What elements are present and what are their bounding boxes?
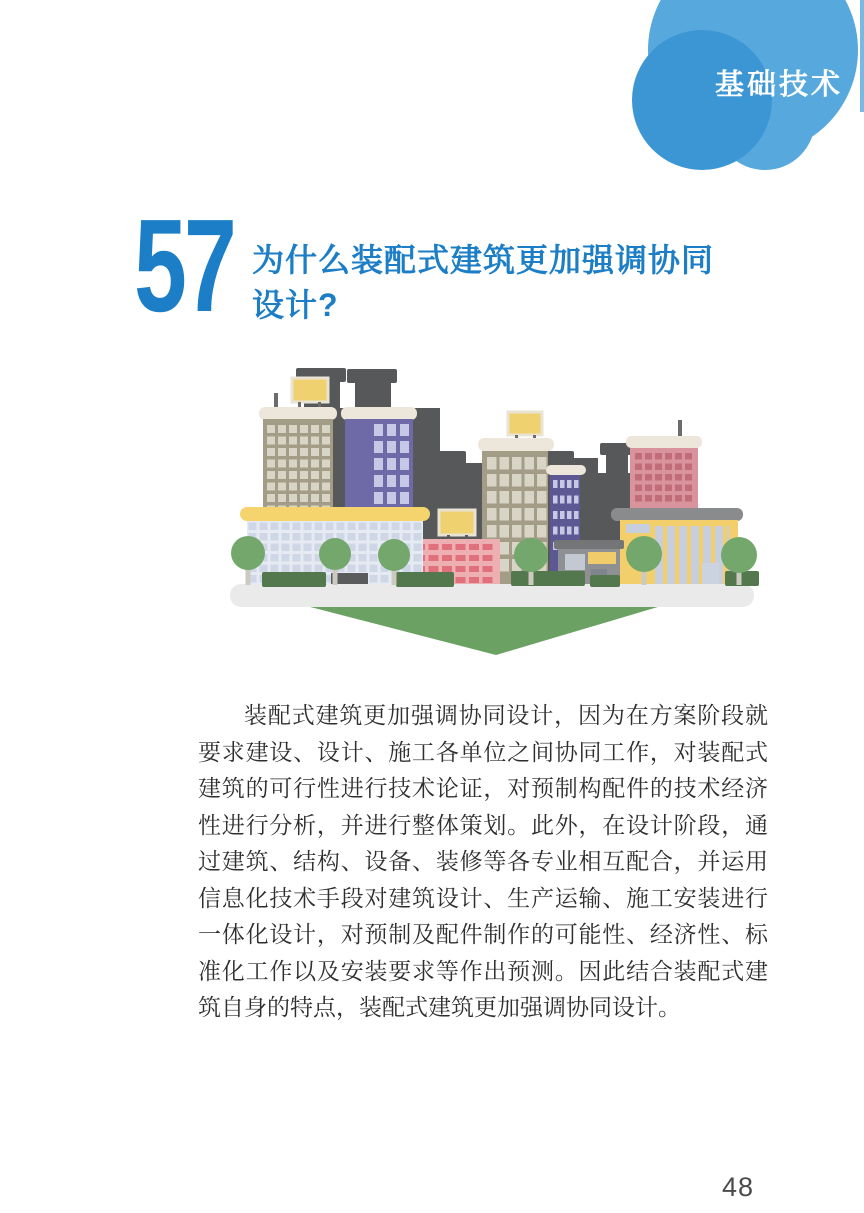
city-illustration <box>228 363 762 663</box>
question-number: 57 <box>134 192 234 339</box>
question-title: 为什么装配式建筑更加强调协同设计? <box>252 242 715 323</box>
paragraph-line: 过建筑、结构、设备、装修等各专业相互配合，并运用 <box>198 849 768 875</box>
paragraph-line: 性进行分析，并进行整体策划。此外，在设计阶段，通 <box>198 812 768 839</box>
ground-platform <box>230 584 754 607</box>
shop-sign-icon <box>588 552 616 564</box>
paragraph-line: 建筑的可行性进行技术论证，对预制构配件的技术经济 <box>198 776 768 802</box>
antenna-icon <box>274 393 278 408</box>
scan-edge-artifact <box>860 0 864 112</box>
paragraph-line: 筑自身的特点，装配式建筑更加强调协同设计。 <box>198 995 681 1021</box>
paragraph-line: 要求建设、设计、施工各单位之间协同工作，对装配式 <box>198 739 768 766</box>
antenna-icon <box>678 420 682 436</box>
paragraph-line: 信息化技术手段对建筑设计、生产运输、施工安装进行 <box>198 885 768 912</box>
paragraph-line: 准化工作以及安装要求等作出预测。因此结合装配式建 <box>198 958 768 985</box>
billboard-icon <box>508 412 542 435</box>
tan-tower-left <box>259 378 337 523</box>
category-badge <box>630 0 864 190</box>
billboard-icon <box>292 378 328 402</box>
answer-paragraph <box>198 698 768 1027</box>
billboard-icon <box>439 510 475 535</box>
ground-shadow-triangle <box>287 601 678 655</box>
category-badge-label: 基础技术 <box>714 69 843 101</box>
paragraph-line: 一体化设计，对预制及配件制作的可能性、经济性、标 <box>198 922 768 948</box>
page-number: 48 <box>722 1172 755 1202</box>
paragraph-line: 装配式建筑更加强调协同设计，因为在方案阶段就 <box>244 703 768 729</box>
pink-tower-right <box>626 420 702 513</box>
